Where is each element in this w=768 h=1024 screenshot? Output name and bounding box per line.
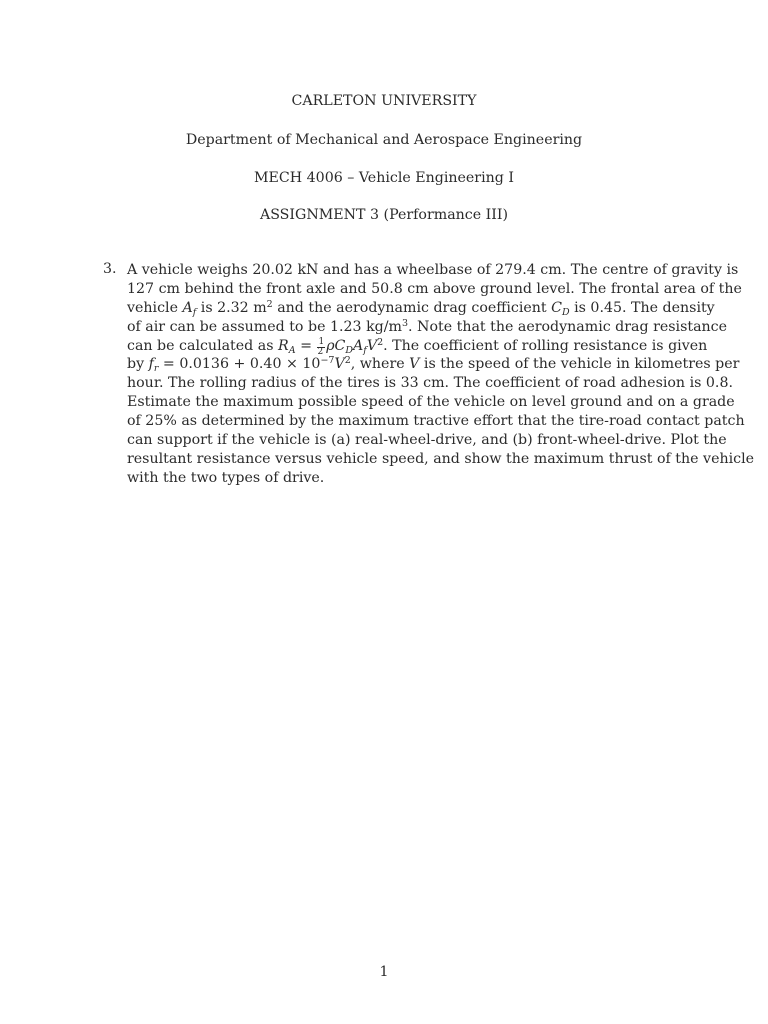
problem-line: Estimate the maximum possible speed of the vehicle on level ground and on a grade xyxy=(127,394,735,411)
problem-line: can be calculated as $R_A$ = $\frac{1}{2}$ $\rho C_DA_fV^2$. The coefficient of rolling resistance is given xyxy=(127,336,708,357)
assignment-title: ASSIGNMENT 3 (Performance III) xyxy=(259,207,509,223)
problem-line: vehicle $A_f$ is 2.32 $m^2$ and the aerodynamic drag coefficient $C_D$ is 0.45. The density xyxy=(127,298,715,318)
university-title: CARLETON UNIVERSITY xyxy=(291,93,477,109)
problem-line: with the two types of drive. xyxy=(127,469,325,486)
problem-statement xyxy=(127,261,755,488)
department-title: Department of Mechanical and Aerospace Engineering xyxy=(185,132,583,148)
problem-line: hour. The rolling radius of the tires is 33 cm. The coefficient of road adhesion is 0.8. xyxy=(127,375,733,392)
problem-line: resultant resistance versus vehicle speed, and show the maximum thrust of the vehicle xyxy=(127,450,755,467)
problem-line: can support if the vehicle is (a) real-wheel-drive, and (b) front-wheel-drive. Plot the xyxy=(127,432,727,449)
problem-line: by $f_r = 0.0136 + 0.40 \times 10^{-7}V^2$, where V is the speed of the vehicle in kilometres per xyxy=(127,355,740,375)
page-number: 1 xyxy=(379,964,389,980)
problem-line: of 25% as determined by the maximum tractive effort that the tire-road contact patch xyxy=(127,413,745,430)
course-title: MECH 4006 – Vehicle Engineering I xyxy=(254,170,514,186)
one-half-fraction: $\frac{1}{2}$ xyxy=(317,336,325,357)
problem-number: 3. xyxy=(103,261,117,277)
problem-line: of air can be assumed to be 1.23 $kg/m^3$. Note that the aerodynamic drag resistance xyxy=(127,317,728,335)
problem-line: A vehicle weighs 20.02 kN and has a wheelbase of 279.4 cm. The centre of gravity is xyxy=(127,262,739,278)
problem-line: 127 cm behind the front axle and 50.8 cm above ground level. The frontal area of the xyxy=(127,280,742,297)
